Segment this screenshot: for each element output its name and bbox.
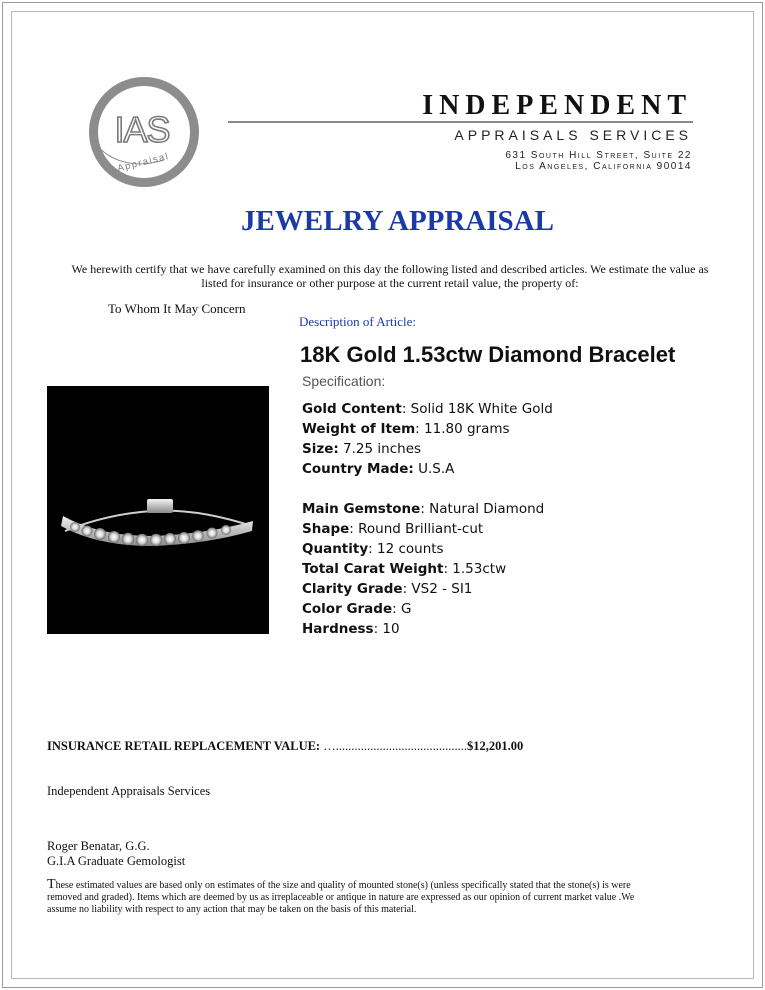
- description-label: Description of Article:: [299, 314, 416, 329]
- spec-size: Size: 7.25 inches: [302, 441, 422, 457]
- ias-logo: [84, 72, 204, 192]
- signer-name: Roger Benatar, G.G.: [47, 839, 150, 853]
- spec-quantity: Quantity: 12 counts: [302, 541, 444, 557]
- spec-shape: Shape: Round Brilliant-cut: [302, 521, 484, 537]
- spec-color: Color Grade: G: [302, 601, 412, 617]
- spec-list: [302, 399, 553, 639]
- diamond: [192, 530, 204, 542]
- insurance-value-line: [47, 739, 523, 754]
- specification-label: Specification:: [302, 373, 386, 389]
- company-name: INDEPENDENT: [422, 90, 692, 121]
- recipient: To Whom It May Concern: [108, 301, 246, 316]
- logo-letters: IAS: [114, 109, 170, 150]
- logo-word: Appraisal: [116, 150, 171, 175]
- diamond: [94, 528, 106, 540]
- address-line-1: 631 South Hill Street, Suite 22: [505, 150, 692, 161]
- spec-total-carat: Total Carat Weight: 1.53ctw: [302, 561, 507, 577]
- signer-title: G.I.A Graduate Gemologist: [47, 854, 186, 868]
- spec-hardness: Hardness: 10: [302, 621, 400, 637]
- intro-text: We herewith certify that we have carefully examined on this day the following listed and described articles. We estimate the value as listed for insurance or other purpose at the current retail value, the property of:: [71, 262, 709, 290]
- diamond: [122, 533, 134, 545]
- diamond: [82, 526, 93, 537]
- spec-clarity: Clarity Grade: VS2 - SI1: [302, 581, 473, 597]
- diamond: [164, 533, 176, 545]
- disclaimer: [47, 879, 647, 916]
- bracelet-clasp: [147, 499, 173, 513]
- bracelet-photo: [47, 386, 269, 634]
- diamond: [207, 528, 218, 539]
- diamond: [108, 531, 120, 543]
- header-rule: [228, 121, 693, 123]
- document-title: JEWELRY APPRAISAL: [241, 205, 554, 237]
- diamond: [150, 534, 162, 546]
- spec-main-gemstone: Main Gemstone: Natural Diamond: [302, 501, 545, 517]
- diamond: [70, 522, 80, 532]
- company-subtitle: APPRAISALS SERVICES: [454, 127, 692, 143]
- insurance-value-amount: $12,201.00: [466, 739, 524, 753]
- disclaimer-initial: T: [47, 877, 56, 892]
- disclaimer-text: hese estimated values are based only on estimates of the size and quality of mounted stone(s) (unless specifically stated that the stone(s) is were removed and graded). Items which are deemed by us as irreplaceable or antique in nature are expressed as our opinion of current market value .We assume no liability with respect to any action that may be taken on the basis of this material.: [47, 880, 635, 915]
- address-line-2: Los Angeles, California 90014: [515, 161, 692, 172]
- footer-company: Independent Appraisals Services: [47, 784, 211, 798]
- spec-spacer: [302, 479, 553, 499]
- spec-weight: Weight of Item: 11.80 grams: [302, 421, 510, 437]
- insurance-value-label: INSURANCE RETAIL REPLACEMENT VALUE:: [47, 739, 321, 753]
- spec-country: Country Made: U.S.A: [302, 461, 455, 477]
- item-title: 18K Gold 1.53ctw Diamond Bracelet: [300, 342, 676, 367]
- spec-gold-content: Gold Content: Solid 18K White Gold: [302, 401, 553, 417]
- diamond: [178, 532, 190, 544]
- diamond: [221, 525, 231, 535]
- diamond: [136, 534, 148, 546]
- leader-dots: …..........................................: [320, 739, 467, 753]
